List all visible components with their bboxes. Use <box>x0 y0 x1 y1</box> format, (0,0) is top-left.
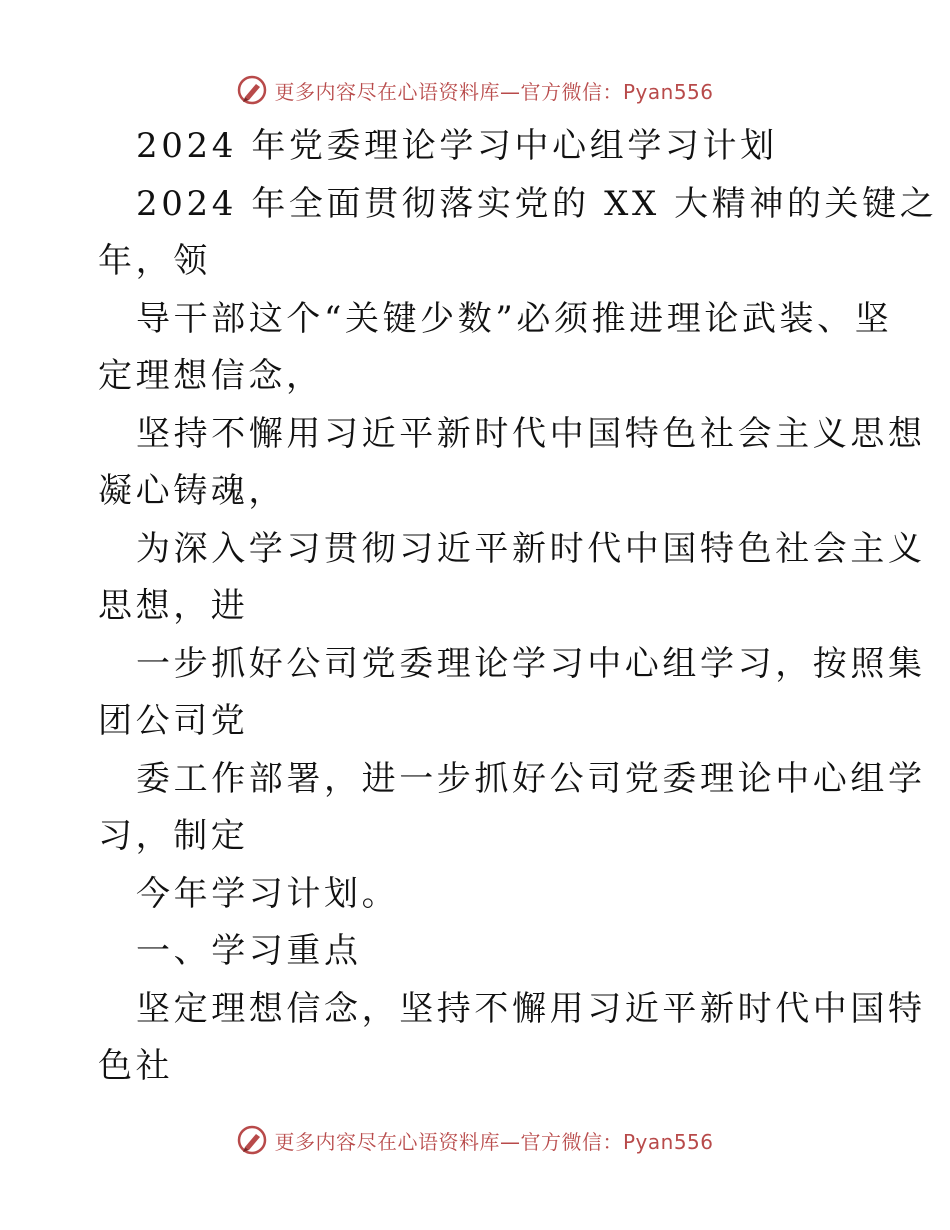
watermark-text: 更多内容尽在心语资料库—官方微信：Pyan556 <box>274 1129 714 1154</box>
document-line: 坚持不懈用习近平新时代中国特色社会主义思想 <box>136 413 926 454</box>
pen-logo-icon <box>236 74 268 106</box>
document-line: 委工作部署，进一步抓好公司党委理论中心组学 <box>136 758 926 799</box>
watermark-text: 更多内容尽在心语资料库—官方微信：Pyan556 <box>274 79 714 104</box>
document-line: 色社 <box>98 1046 174 1086</box>
wechat-id: Pyan556 <box>622 79 714 104</box>
wechat-id: Pyan556 <box>622 1129 714 1154</box>
document-body <box>98 118 938 1096</box>
document-line: 2024 年党委理论学习中心组学习计划 <box>136 126 778 166</box>
header-watermark <box>0 70 950 110</box>
footer-watermark <box>0 1120 950 1160</box>
document-line: 定理想信念， <box>98 356 324 396</box>
document-line: 凝心铸魂， <box>98 471 286 511</box>
document-line: 一、学习重点 <box>136 931 362 971</box>
document-line: 思想，进 <box>98 586 249 626</box>
document-line: 导干部这个“关键少数”必须推进理论武装、坚 <box>136 298 893 339</box>
document-line: 今年学习计划。 <box>136 873 400 914</box>
document-line: 为深入学习贯彻习近平新时代中国特色社会主义 <box>136 528 926 569</box>
document-line: 年，领 <box>98 241 211 281</box>
document-line: 2024 年全面贯彻落实党的 XX 大精神的关键之 <box>136 183 938 224</box>
document-line: 坚定理想信念，坚持不懈用习近平新时代中国特 <box>136 988 926 1029</box>
document-line: 团公司党 <box>98 701 249 741</box>
document-line: 习，制定 <box>98 816 249 856</box>
pen-logo-icon <box>236 1124 268 1156</box>
document-line: 一步抓好公司党委理论学习中心组学习，按照集 <box>136 643 926 684</box>
